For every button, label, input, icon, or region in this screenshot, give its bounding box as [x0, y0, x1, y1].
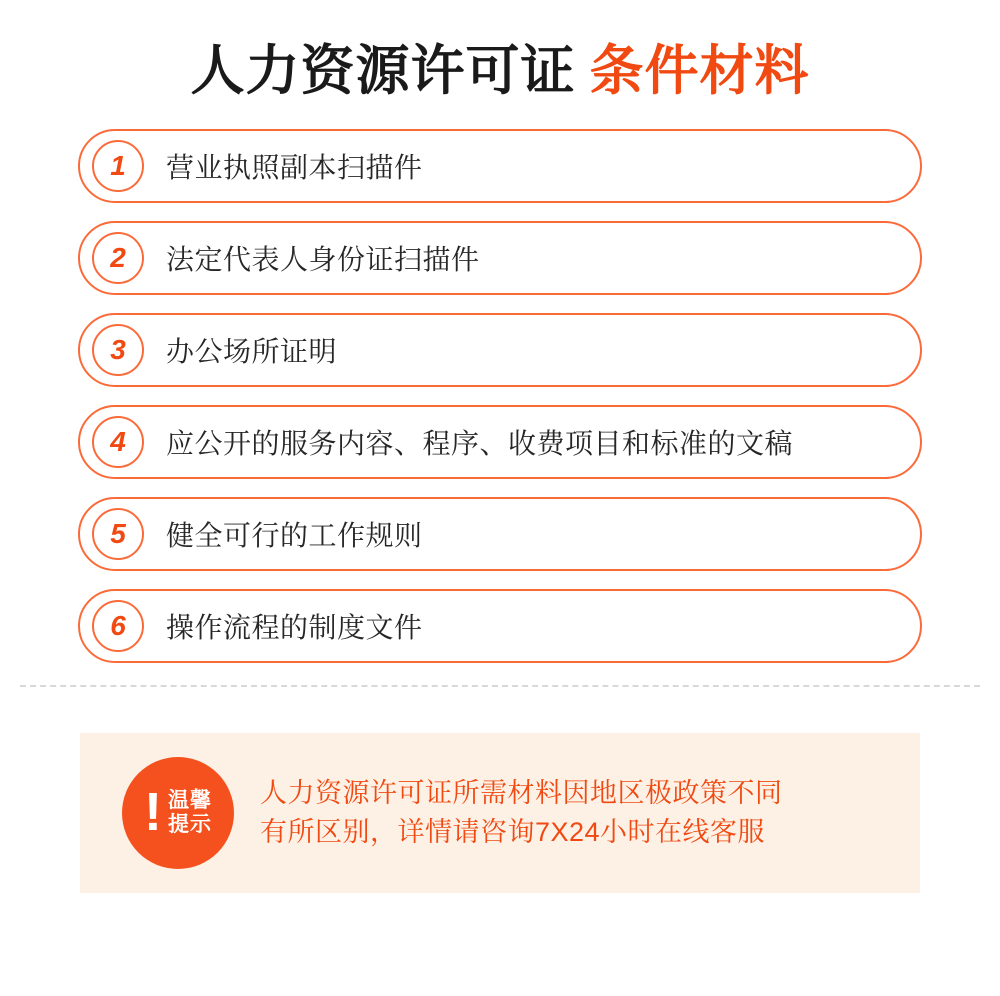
- list-item-label: 办公场所证明: [166, 336, 338, 368]
- list-item: [78, 497, 922, 571]
- section-divider: [20, 685, 980, 687]
- badge-label-line1: 温馨: [167, 788, 212, 812]
- notice-text-line1: 人力资源许可证所需材料因地区极政策不同: [260, 778, 783, 809]
- list-item-label: 应公开的服务内容、程序、收费项目和标准的文稿: [166, 428, 794, 460]
- notice-text-line2: 有所区别，详情请咨询7X24小时在线客服: [260, 817, 766, 848]
- list-item: [78, 221, 922, 295]
- page-title: [0, 0, 1000, 101]
- list-item-number: 5: [92, 508, 144, 560]
- list-item-label: 营业执照副本扫描件: [166, 152, 423, 184]
- exclamation-icon: !: [144, 781, 162, 842]
- list-item-number: 4: [92, 416, 144, 468]
- badge-label: [168, 789, 212, 839]
- page-title-accent: 条件材料: [589, 41, 810, 101]
- list-item-label: 健全可行的工作规则: [166, 520, 423, 552]
- list-item-number: 1: [92, 140, 144, 192]
- list-item: [78, 589, 922, 663]
- list-item-label: 法定代表人身份证扫描件: [166, 244, 480, 276]
- badge-label-line2: 提示: [167, 813, 212, 837]
- notice-box: [80, 733, 920, 893]
- list-item: [78, 313, 922, 387]
- list-item: [78, 129, 922, 203]
- requirements-list: [78, 129, 922, 663]
- list-item-label: 操作流程的制度文件: [166, 612, 423, 644]
- warning-badge-icon: [122, 757, 234, 869]
- list-item: [78, 405, 922, 479]
- list-item-number: 3: [92, 324, 144, 376]
- list-item-number: 2: [92, 232, 144, 284]
- notice-text: [260, 774, 783, 852]
- list-item-number: 6: [92, 600, 144, 652]
- page-title-main: 人力资源许可证: [190, 41, 576, 101]
